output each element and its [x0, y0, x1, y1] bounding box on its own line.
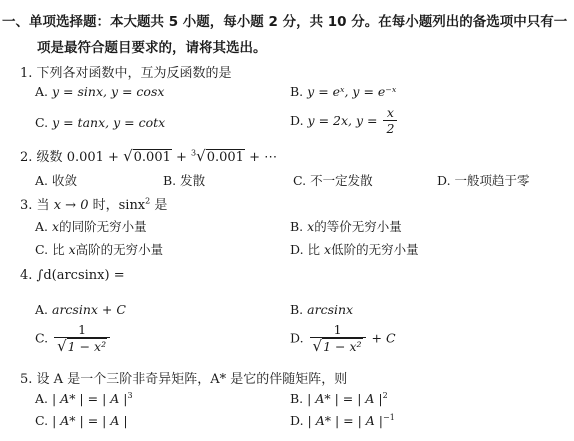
option-label: A.: [35, 173, 49, 188]
option-text: 的等价无穷小量: [314, 219, 402, 234]
q5-option-c[interactable]: [35, 413, 128, 428]
option-text: y = tanx, y = cotx: [52, 115, 166, 130]
option-label: D.: [290, 413, 304, 429]
option-label: B.: [290, 219, 304, 234]
option-label: C.: [35, 115, 49, 130]
q5-option-d[interactable]: [290, 413, 395, 428]
q4-option-b[interactable]: [290, 302, 353, 317]
question-stem: 设 A 是一个三阶非奇异矩阵，A* 是它的伴随矩阵，则: [36, 372, 348, 387]
exponent: 3: [127, 391, 133, 400]
q1-option-c[interactable]: [35, 115, 165, 130]
question-stem-mid: 时，sinx: [92, 198, 146, 213]
fraction-radicand: 1 − x²: [323, 339, 362, 354]
question-5: [20, 368, 347, 387]
option-label: A.: [35, 219, 49, 234]
option-text: y = sinx, y = cosx: [52, 84, 165, 99]
series-term-3: 0.001: [206, 150, 244, 165]
option-label: B.: [290, 84, 304, 99]
option-label: A.: [35, 84, 49, 99]
q3-option-c[interactable]: [35, 240, 163, 258]
root-index: 3: [191, 148, 197, 158]
option-text: | A* | = | A |: [52, 413, 128, 428]
question-stem-pre: 当: [36, 198, 50, 213]
q1-option-d[interactable]: [290, 106, 399, 137]
option-label: D.: [290, 242, 304, 257]
question-1: [20, 62, 232, 81]
option-text: | A* | = | A |: [52, 391, 128, 407]
question-number: 5.: [20, 372, 33, 387]
option-label: C.: [293, 173, 307, 188]
question-stem-post: 是: [154, 198, 168, 213]
option-text: 的同阶无穷小量: [59, 219, 147, 234]
question-4: [20, 268, 125, 283]
q4-option-c[interactable]: [35, 323, 112, 355]
q1-option-b[interactable]: [290, 84, 396, 99]
option-var: x: [68, 242, 76, 257]
option-text: | A* | = | A |: [307, 391, 383, 407]
q5-option-a[interactable]: [35, 391, 133, 406]
q2-option-b[interactable]: [163, 171, 205, 189]
option-text: | A* | = | A |: [307, 413, 384, 429]
fraction-numerator: 1: [310, 323, 366, 338]
question-number: 1.: [20, 66, 33, 81]
q4-option-d[interactable]: [290, 323, 396, 355]
option-label: D.: [437, 173, 451, 188]
fraction-radicand: 1 − x²: [67, 339, 107, 354]
section-header-line2: 项是最符合题目要求的，请将其选出。: [37, 40, 267, 56]
option-text: 低阶的无穷小量: [331, 242, 419, 257]
option-label: D.: [290, 113, 304, 128]
q3-option-d[interactable]: [290, 240, 419, 258]
option-label: B.: [163, 173, 177, 188]
option-var: x: [307, 219, 315, 234]
option-text: 发散: [180, 173, 206, 188]
q3-option-a[interactable]: [35, 217, 147, 235]
series-term-2: 0.001: [133, 150, 171, 165]
q1-option-a[interactable]: [35, 84, 164, 99]
option-text: 高阶的无穷小量: [75, 242, 164, 257]
option-text: 收敛: [52, 173, 78, 188]
q5-option-b[interactable]: [290, 391, 388, 406]
q2-option-a[interactable]: [35, 171, 77, 189]
option-text: y = 2x, y =: [307, 113, 378, 128]
option-suffix: + C: [371, 330, 396, 346]
question-number: 4.: [20, 268, 33, 283]
option-pre: 比: [307, 242, 321, 257]
option-label: B.: [290, 302, 304, 317]
fraction-numerator: x: [383, 106, 397, 121]
option-label: C.: [35, 330, 49, 346]
q2-option-d[interactable]: [437, 171, 530, 189]
question-stem-prefix: 级数: [36, 150, 63, 165]
series-term-1: 0.001: [66, 150, 104, 165]
q2-option-c[interactable]: [293, 171, 373, 189]
question-stem: 下列各对函数中，互为反函数的是: [36, 66, 232, 81]
option-var: x: [52, 219, 60, 234]
option-var: x: [324, 242, 332, 257]
exponent: 2: [145, 196, 151, 206]
question-3: [20, 194, 167, 213]
option-text: 不一定发散: [310, 173, 373, 188]
option-label: C.: [35, 242, 49, 257]
fraction: $\frac{1}{\text{√1 − x²}}$: [54, 323, 110, 355]
question-number: 3.: [20, 198, 33, 213]
option-text: y = eˣ, y = e⁻ˣ: [307, 84, 397, 99]
q4-option-a[interactable]: [35, 302, 126, 317]
section-header-line1: 一、单项选择题：本大题共 5 小题，每小题 2 分，共 10 分。在每小题列出的备选项中只有一: [2, 14, 568, 30]
question-stem: ∫d(arcsinx) =: [36, 268, 125, 283]
fraction-denominator: 2: [386, 121, 395, 136]
option-label: A.: [35, 302, 49, 317]
option-label: A.: [35, 391, 49, 407]
option-label: C.: [35, 413, 49, 428]
question-2: 2. 级数 0.001 + √0.001 + $^3$√0.001 + ⋯: [20, 147, 278, 165]
q3-option-b[interactable]: [290, 217, 402, 235]
option-text: arcsinx: [307, 302, 354, 317]
square-root: √0.001: [123, 147, 171, 165]
fraction: $\frac{1}{\text{√1 − x²}}$: [310, 323, 366, 355]
fraction: [383, 106, 397, 137]
fraction-numerator: 1: [54, 323, 110, 338]
cube-root: $^3$√0.001: [191, 147, 244, 165]
exponent: 2: [382, 391, 388, 400]
exponent: −1: [383, 413, 395, 422]
option-label: B.: [290, 391, 304, 407]
option-text: arcsinx + C: [52, 302, 126, 317]
question-stem-var: x → 0: [53, 198, 89, 213]
question-stem-suffix: + ⋯: [249, 150, 278, 165]
question-number: 2.: [20, 150, 33, 165]
option-text: 一般项趋于零: [454, 173, 530, 188]
option-label: D.: [290, 330, 304, 346]
option-pre: 比: [52, 242, 65, 257]
